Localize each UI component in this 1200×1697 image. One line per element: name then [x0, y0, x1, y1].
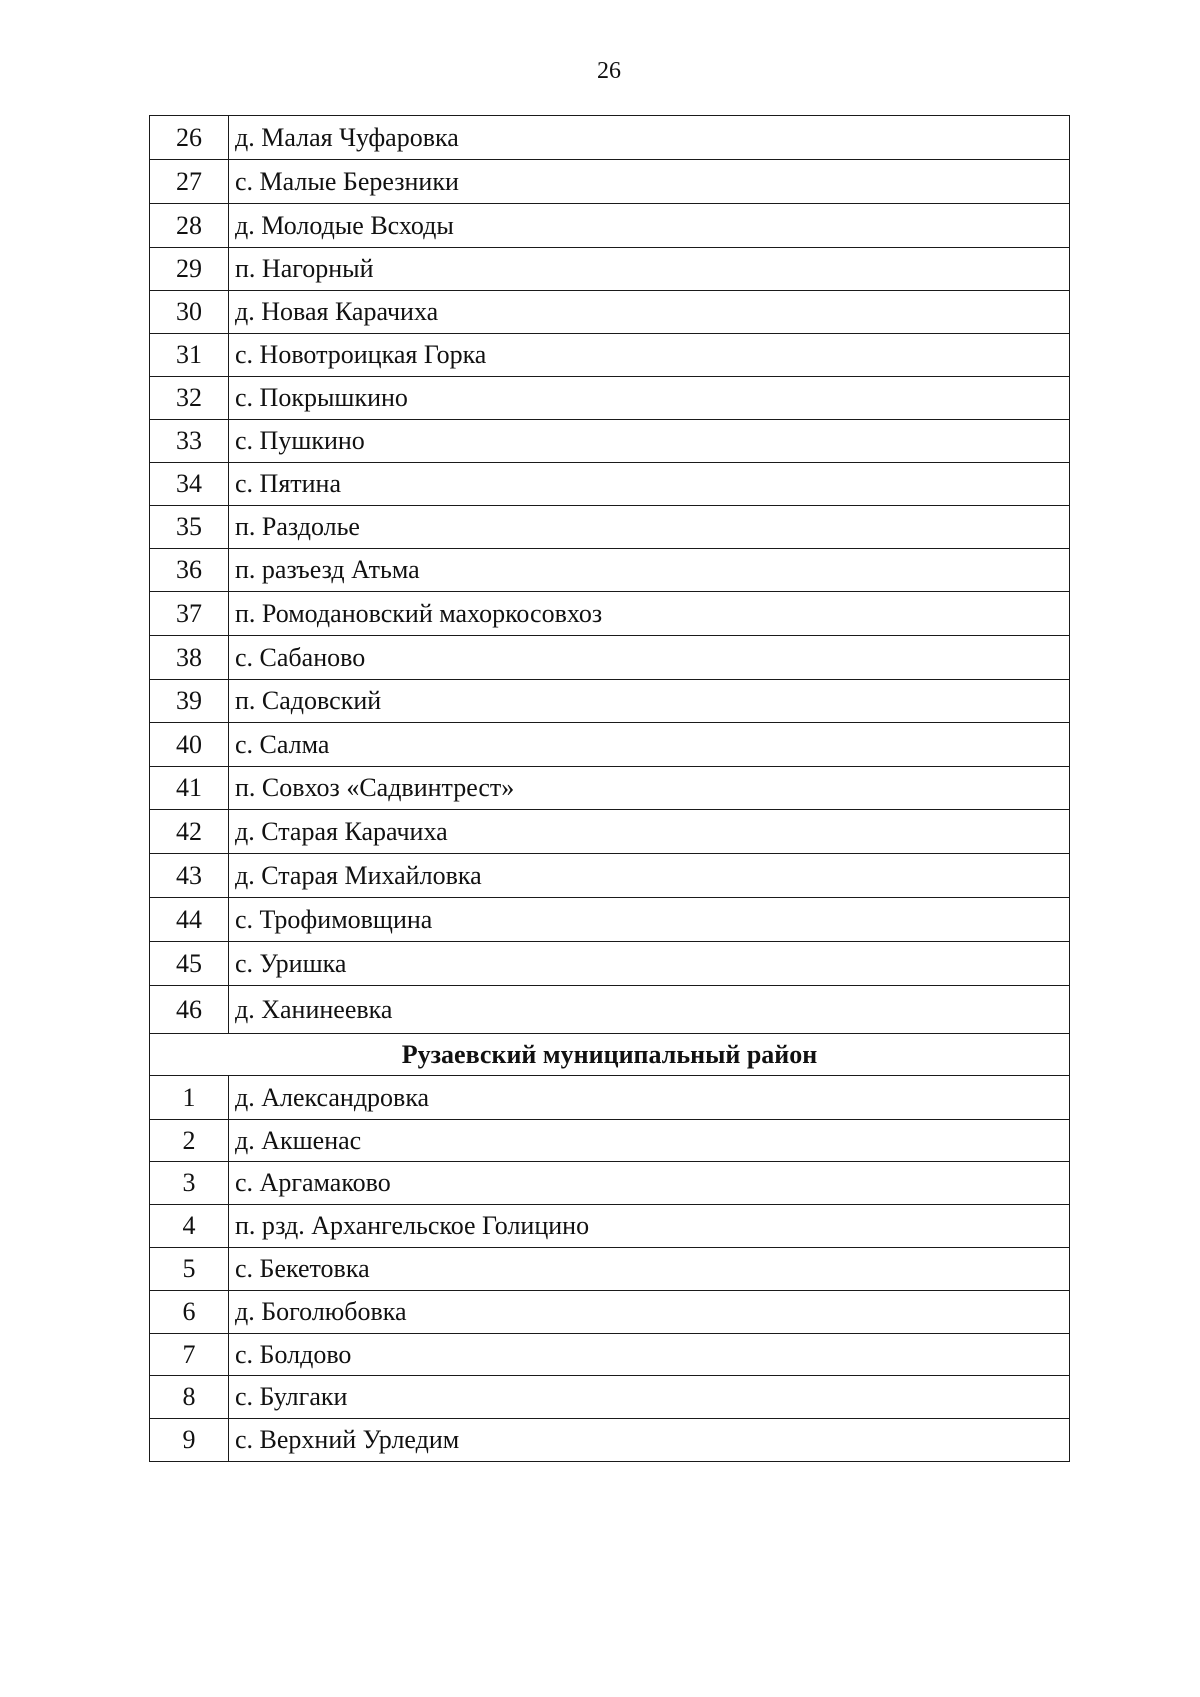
row-number: 2: [150, 1120, 229, 1162]
row-number: 42: [150, 810, 229, 854]
row-number: 43: [150, 854, 229, 898]
settlement-name: с. Пятина: [229, 463, 1070, 506]
row-number: 46: [150, 986, 229, 1034]
page-number: 26: [597, 58, 621, 84]
row-number: 5: [150, 1248, 229, 1291]
row-number: 26: [150, 116, 229, 160]
settlement-name: с. Салма: [229, 723, 1070, 767]
settlement-name: д. Новая Карачиха: [229, 291, 1070, 334]
settlement-name: с. Малые Березники: [229, 160, 1070, 204]
settlement-name: д. Молодые Всходы: [229, 204, 1070, 248]
table-row: [150, 1376, 1070, 1419]
table-row: [150, 592, 1070, 636]
table-row: [150, 204, 1070, 248]
row-number: 27: [150, 160, 229, 204]
settlement-name: д. Акшенас: [229, 1120, 1070, 1162]
settlement-name: с. Бекетовка: [229, 1248, 1070, 1291]
table-body: [150, 116, 1070, 1462]
table-row: [150, 854, 1070, 898]
row-number: 3: [150, 1162, 229, 1205]
settlement-name: п. Раздолье: [229, 506, 1070, 549]
settlement-name: д. Александровка: [229, 1076, 1070, 1120]
settlement-name: п. Садовский: [229, 680, 1070, 723]
row-number: 41: [150, 767, 229, 810]
row-number: 34: [150, 463, 229, 506]
settlement-name: с. Уришка: [229, 942, 1070, 986]
section-title: Рузаевский муниципальный район: [150, 1034, 1070, 1076]
table-row: [150, 463, 1070, 506]
row-number: 6: [150, 1291, 229, 1334]
table-row: [150, 898, 1070, 942]
table-row: [150, 1291, 1070, 1334]
settlement-name: п. Нагорный: [229, 248, 1070, 291]
table-row: [150, 377, 1070, 420]
settlement-name: с. Верхний Урледим: [229, 1419, 1070, 1462]
table-row: [150, 1162, 1070, 1205]
row-number: 9: [150, 1419, 229, 1462]
settlement-name: д. Старая Михайловка: [229, 854, 1070, 898]
table-row: [150, 1248, 1070, 1291]
settlement-name: с. Аргамаково: [229, 1162, 1070, 1205]
table-row: [150, 506, 1070, 549]
table-row: [150, 680, 1070, 723]
settlement-name: д. Старая Карачиха: [229, 810, 1070, 854]
settlement-name: д. Боголюбовка: [229, 1291, 1070, 1334]
row-number: 1: [150, 1076, 229, 1120]
table-row: [150, 291, 1070, 334]
settlement-name: с. Трофимовщина: [229, 898, 1070, 942]
table-row: [150, 1120, 1070, 1162]
row-number: 40: [150, 723, 229, 767]
settlement-name: с. Булгаки: [229, 1376, 1070, 1419]
settlement-name: д. Ханинеевка: [229, 986, 1070, 1034]
settlement-name: п. Ромодановский махоркосовхоз: [229, 592, 1070, 636]
row-number: 29: [150, 248, 229, 291]
table-row: [150, 549, 1070, 592]
table-row: [150, 248, 1070, 291]
row-number: 8: [150, 1376, 229, 1419]
settlement-name: п. Совхоз «Садвинтрест»: [229, 767, 1070, 810]
row-number: 38: [150, 636, 229, 680]
table-row: [150, 986, 1070, 1034]
table-row: [150, 116, 1070, 160]
row-number: 39: [150, 680, 229, 723]
table-row: [150, 636, 1070, 680]
table-row: [150, 420, 1070, 463]
table-row: [150, 160, 1070, 204]
settlement-name: с. Покрышкино: [229, 377, 1070, 420]
row-number: 44: [150, 898, 229, 942]
row-number: 35: [150, 506, 229, 549]
row-number: 28: [150, 204, 229, 248]
row-number: 32: [150, 377, 229, 420]
row-number: 4: [150, 1205, 229, 1248]
section-header-row: [150, 1034, 1070, 1076]
table-row: [150, 1334, 1070, 1376]
table-row: [150, 1205, 1070, 1248]
table-row: [150, 810, 1070, 854]
table-row: [150, 1076, 1070, 1120]
row-number: 45: [150, 942, 229, 986]
settlement-name: п. разъезд Атьма: [229, 549, 1070, 592]
table-row: [150, 1419, 1070, 1462]
table-row: [150, 767, 1070, 810]
table-row: [150, 334, 1070, 377]
row-number: 31: [150, 334, 229, 377]
settlement-name: с. Пушкино: [229, 420, 1070, 463]
settlement-name: п. рзд. Архангельское Голицино: [229, 1205, 1070, 1248]
settlement-name: с. Болдово: [229, 1334, 1070, 1376]
row-number: 33: [150, 420, 229, 463]
settlement-name: д. Малая Чуфаровка: [229, 116, 1070, 160]
row-number: 7: [150, 1334, 229, 1376]
row-number: 36: [150, 549, 229, 592]
row-number: 37: [150, 592, 229, 636]
table-row: [150, 723, 1070, 767]
row-number: 30: [150, 291, 229, 334]
table-row: [150, 942, 1070, 986]
settlement-name: с. Сабаново: [229, 636, 1070, 680]
settlement-name: с. Новотроицкая Горка: [229, 334, 1070, 377]
settlements-table: [149, 115, 1070, 1462]
